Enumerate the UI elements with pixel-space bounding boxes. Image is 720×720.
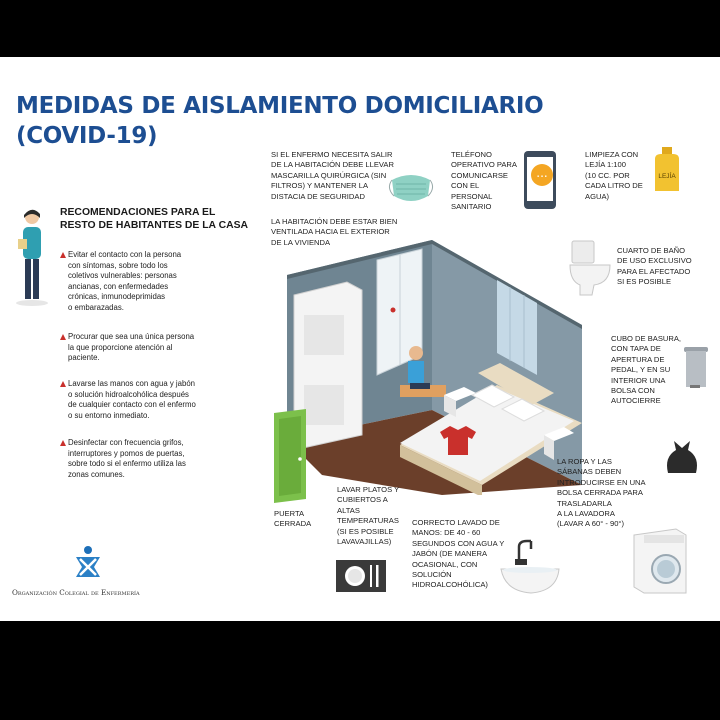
bleach-bottle-icon bbox=[650, 145, 684, 195]
title-line-1: MEDIDAS DE AISLAMIENTO DOMICILIARIO bbox=[16, 93, 544, 119]
note-laundry: LA ROPA Y LAS SÁBANAS DEBEN INTRODUCIRSE EN UNA BOLSA CERRADA PARA TRASLADARLA A LA LAVADORA (LAVAR A 60° - 90°) bbox=[557, 457, 646, 529]
nurse-illustration bbox=[12, 205, 48, 309]
plate-cutlery-icon bbox=[336, 560, 386, 592]
trash-bin-icon bbox=[680, 341, 712, 391]
recommendation-item: Desinfectar con frecuencia grifos, interruptores y pomos de puertas, sobre todo si el enfermo utiliza las zonas comunes. bbox=[60, 438, 236, 480]
recommendation-item: Procurar que sea una única persona la que proporcione atención al paciente. bbox=[60, 332, 236, 364]
note-phone: TELÉFONO OPERATIVO PARA COMUNICARSE CON EL PERSONAL SANITARIO bbox=[451, 150, 517, 212]
door-icon bbox=[272, 409, 312, 505]
note-room: LA HABITACIÓN DEBE ESTAR BIEN VENTILADA HACIA EL EXTERIOR DE LA VIVIENDA bbox=[271, 217, 398, 247]
page-title bbox=[16, 91, 543, 151]
sink-faucet-icon bbox=[499, 539, 563, 595]
note-dishes: LAVAR PLATOS Y CUBIERTOS A ALTAS TEMPERATURAS (SI ES POSIBLE LAVAVAJILLAS) bbox=[337, 485, 400, 547]
bedroom-illustration bbox=[282, 235, 612, 495]
recommendation-item: Evitar el contacto con la persona con síntomas, sobre todo los coletivos vulnerables: personas ancianas, con enfermedades crónicas, inmunodeprimidas o embarazadas. bbox=[60, 250, 236, 314]
mask-icon bbox=[386, 170, 436, 206]
phone-bubble-text: ... bbox=[536, 166, 548, 180]
washing-machine-icon bbox=[632, 527, 688, 595]
garbage-bag-icon bbox=[662, 435, 702, 477]
note-handwash: CORRECTO LAVADO DE MANOS: DE 40 - 60 SEGUNDOS CON AGUA Y JABÓN (DE MANERA OCASIONAL, CON SOLUCIÓN HIDROALCOHÓLICA) bbox=[412, 518, 505, 590]
title-line-2: (COVID-19) bbox=[16, 123, 158, 149]
recommendations-heading: RECOMENDACIONES PARA EL RESTO DE HABITANTES DE LA CASA bbox=[60, 207, 249, 231]
note-bin: CUBO DE BASURA, CON TAPA DE APERTURA DE PEDAL, Y EN SU INTERIOR UNA BOLSA CON AUTOCIERRE bbox=[611, 334, 682, 406]
note-mask: SI EL ENFERMO NECESITA SALIR DE LA HABITACIÓN DEBE LLEVAR MASCARILLA QUIRÚRGICA (SIN FILTROS) Y MANTENER LA DISTACIA DE SEGURIDAD bbox=[271, 150, 394, 201]
note-door: PUERTA CERRADA bbox=[274, 509, 312, 529]
note-bleach: LIMPIEZA CON LEJÍA 1:100 (10 CC. POR CADA LITRO DE AGUA) bbox=[585, 150, 643, 201]
infographic-panel bbox=[0, 57, 720, 621]
footer-organization: Organización Colegial de Enfermería bbox=[12, 588, 140, 597]
toilet-icon bbox=[566, 237, 614, 297]
phone-icon bbox=[522, 149, 560, 213]
note-bathroom: CUARTO DE BAÑO DE USO EXCLUSIVO PARA EL AFECTADO SI ES POSIBLE bbox=[617, 246, 692, 287]
nursing-logo-icon bbox=[72, 545, 104, 581]
recommendation-item: Lavarse las manos con agua y jabón o solución hidroalcohólica después de cualquier contacto con el enfermo o su entorno inmediato. bbox=[60, 379, 236, 421]
bleach-label: LEJÍA bbox=[658, 173, 676, 180]
